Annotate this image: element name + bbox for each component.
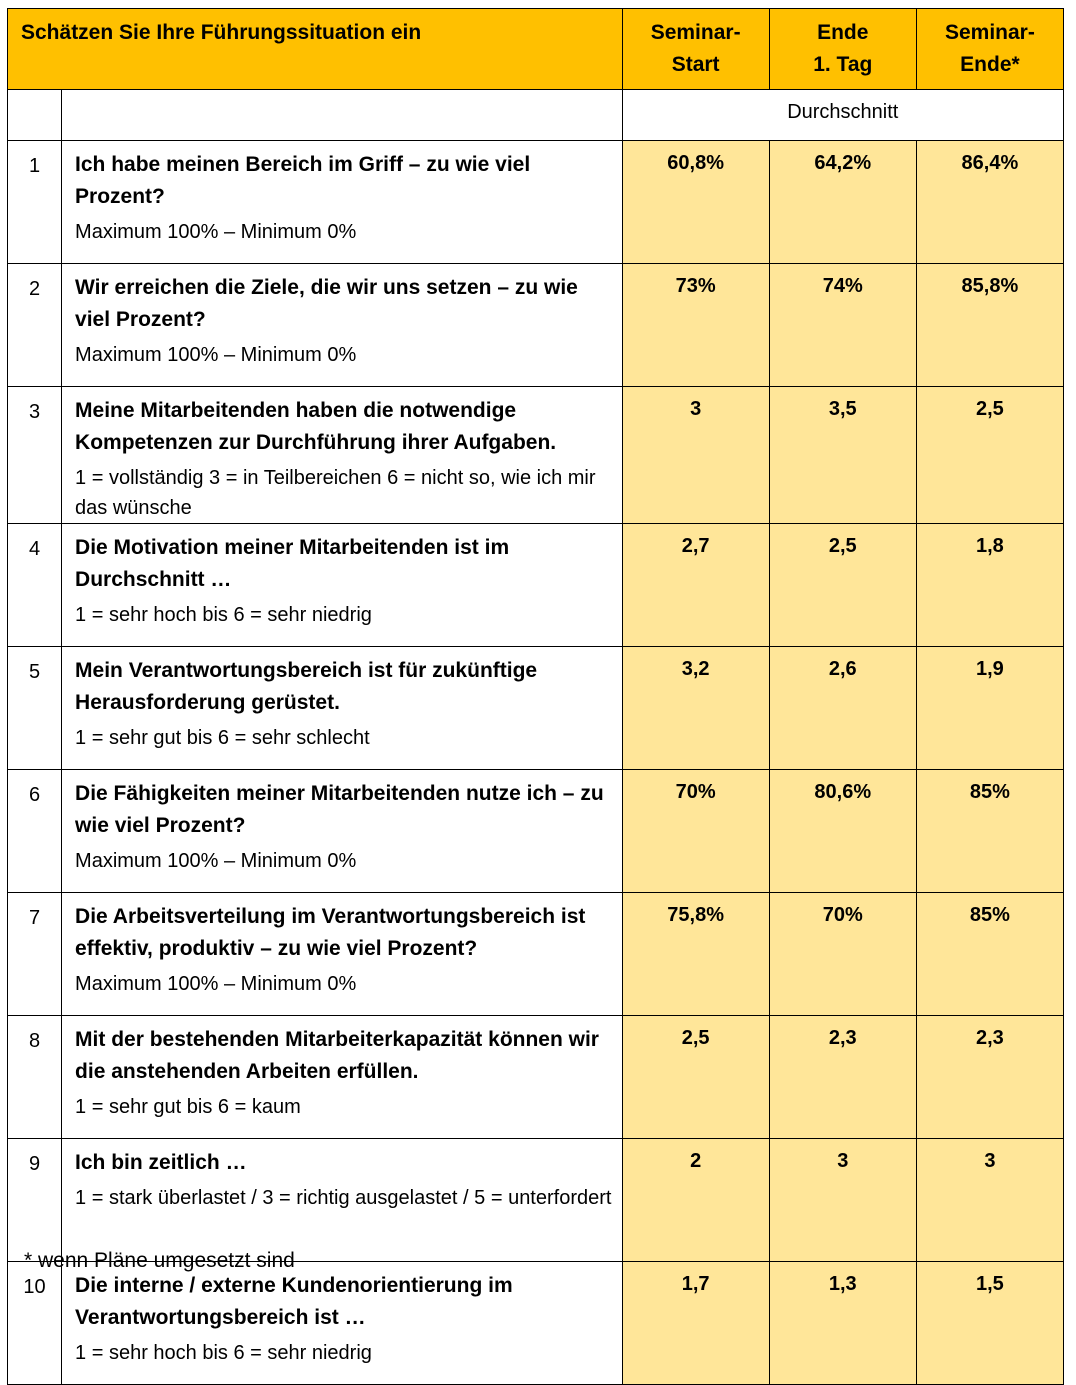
average-label: Durchschnitt — [622, 90, 1063, 141]
value-end-day1: 2,6 — [769, 647, 916, 770]
header-row — [8, 9, 1064, 90]
question-cell — [62, 770, 623, 893]
table-row — [8, 1016, 1064, 1139]
scale-text: Maximum 100% – Minimum 0% — [75, 221, 357, 243]
value-seminar-end: 1,5 — [916, 1262, 1063, 1385]
question-text: Mit der bestehenden Mitarbeiterkapazität können wir die anstehenden Arbeiten erfüllen. — [75, 1028, 599, 1083]
row-number: 5 — [8, 647, 62, 770]
value-end-day1: 70% — [769, 893, 916, 1016]
row-number: 1 — [8, 141, 62, 264]
row-number: 7 — [8, 893, 62, 1016]
value-seminar-start: 1,7 — [622, 1262, 769, 1385]
value-seminar-start: 75,8% — [622, 893, 769, 1016]
question-cell — [62, 264, 623, 387]
empty-cell — [62, 90, 623, 141]
value-end-day1: 80,6% — [769, 770, 916, 893]
question-cell — [62, 647, 623, 770]
col-header-end-day1: Ende 1. Tag — [769, 9, 916, 90]
table-row — [8, 770, 1064, 893]
value-seminar-end: 1,8 — [916, 524, 1063, 647]
value-seminar-start: 70% — [622, 770, 769, 893]
table-row — [8, 1139, 1064, 1262]
row-number: 3 — [8, 387, 62, 524]
empty-cell — [8, 90, 62, 141]
footnote: * wenn Pläne umgesetzt sind — [24, 1249, 295, 1272]
scale-text: 1 = sehr gut bis 6 = sehr schlecht — [75, 727, 370, 749]
question-text: Die Motivation meiner Mitarbeitenden ist im Durchschnitt … — [75, 536, 510, 591]
table-row — [8, 264, 1064, 387]
scale-text: 1 = stark überlastet / 3 = richtig ausgelastet / 5 = unterfordert — [75, 1187, 612, 1209]
value-seminar-end: 2,5 — [916, 387, 1063, 524]
value-end-day1: 3,5 — [769, 387, 916, 524]
value-seminar-end: 86,4% — [916, 141, 1063, 264]
question-cell — [62, 1139, 623, 1262]
row-number: 2 — [8, 264, 62, 387]
value-seminar-start: 2,5 — [622, 1016, 769, 1139]
value-seminar-end: 85,8% — [916, 264, 1063, 387]
value-seminar-end: 85% — [916, 770, 1063, 893]
table-row — [8, 1262, 1064, 1385]
table-row — [8, 524, 1064, 647]
question-text: Die Fähigkeiten meiner Mitarbeitenden nutze ich – zu wie viel Prozent? — [75, 782, 604, 837]
col-header-seminar-start: Seminar- Start — [622, 9, 769, 90]
value-seminar-start: 3 — [622, 387, 769, 524]
col-header-seminar-end: Seminar- Ende* — [916, 9, 1063, 90]
row-number: 8 — [8, 1016, 62, 1139]
question-text: Meine Mitarbeitenden haben die notwendige Kompetenzen zur Durchführung ihrer Aufgaben. — [75, 399, 557, 454]
question-text: Die Arbeitsverteilung im Verantwortungsbereich ist effektiv, produktiv – zu wie viel Prozent? — [75, 905, 586, 960]
scale-text: Maximum 100% – Minimum 0% — [75, 973, 357, 995]
survey-table — [7, 8, 1064, 1385]
value-end-day1: 2,5 — [769, 524, 916, 647]
table-row — [8, 387, 1064, 524]
value-seminar-start: 3,2 — [622, 647, 769, 770]
question-cell — [62, 1016, 623, 1139]
row-number: 9 — [8, 1139, 62, 1262]
value-end-day1: 2,3 — [769, 1016, 916, 1139]
subheader-row — [8, 90, 1064, 141]
row-number: 4 — [8, 524, 62, 647]
value-seminar-start: 2 — [622, 1139, 769, 1262]
question-cell — [62, 893, 623, 1016]
table-row — [8, 647, 1064, 770]
table-row — [8, 141, 1064, 264]
question-cell — [62, 524, 623, 647]
question-text: Wir erreichen die Ziele, die wir uns setzen – zu wie viel Prozent? — [75, 276, 578, 331]
value-end-day1: 3 — [769, 1139, 916, 1262]
table-title: Schätzen Sie Ihre Führungssituation ein — [8, 9, 623, 90]
scale-text: Maximum 100% – Minimum 0% — [75, 850, 357, 872]
scale-text: 1 = sehr hoch bis 6 = sehr niedrig — [75, 1342, 372, 1364]
value-end-day1: 74% — [769, 264, 916, 387]
value-seminar-start: 2,7 — [622, 524, 769, 647]
question-cell — [62, 1262, 623, 1385]
question-text: Die interne / externe Kundenorientierung im Verantwortungsbereich ist … — [75, 1274, 513, 1329]
value-end-day1: 64,2% — [769, 141, 916, 264]
value-seminar-start: 73% — [622, 264, 769, 387]
value-seminar-end: 85% — [916, 893, 1063, 1016]
question-cell — [62, 141, 623, 264]
value-seminar-end: 3 — [916, 1139, 1063, 1262]
question-text: Ich bin zeitlich … — [75, 1151, 247, 1174]
value-seminar-end: 1,9 — [916, 647, 1063, 770]
scale-text: 1 = sehr hoch bis 6 = sehr niedrig — [75, 604, 372, 626]
scale-text: 1 = vollständig 3 = in Teilbereichen 6 = nicht so, wie ich mir das wünsche — [75, 467, 596, 519]
value-seminar-end: 2,3 — [916, 1016, 1063, 1139]
value-seminar-start: 60,8% — [622, 141, 769, 264]
row-number: 6 — [8, 770, 62, 893]
question-cell — [62, 387, 623, 524]
scale-text: Maximum 100% – Minimum 0% — [75, 344, 357, 366]
table-row — [8, 893, 1064, 1016]
question-text: Mein Verantwortungsbereich ist für zukünftige Herausforderung gerüstet. — [75, 659, 538, 714]
question-text: Ich habe meinen Bereich im Griff – zu wie viel Prozent? — [75, 153, 531, 208]
scale-text: 1 = sehr gut bis 6 = kaum — [75, 1096, 301, 1118]
value-end-day1: 1,3 — [769, 1262, 916, 1385]
row-number: 10 — [8, 1262, 62, 1385]
